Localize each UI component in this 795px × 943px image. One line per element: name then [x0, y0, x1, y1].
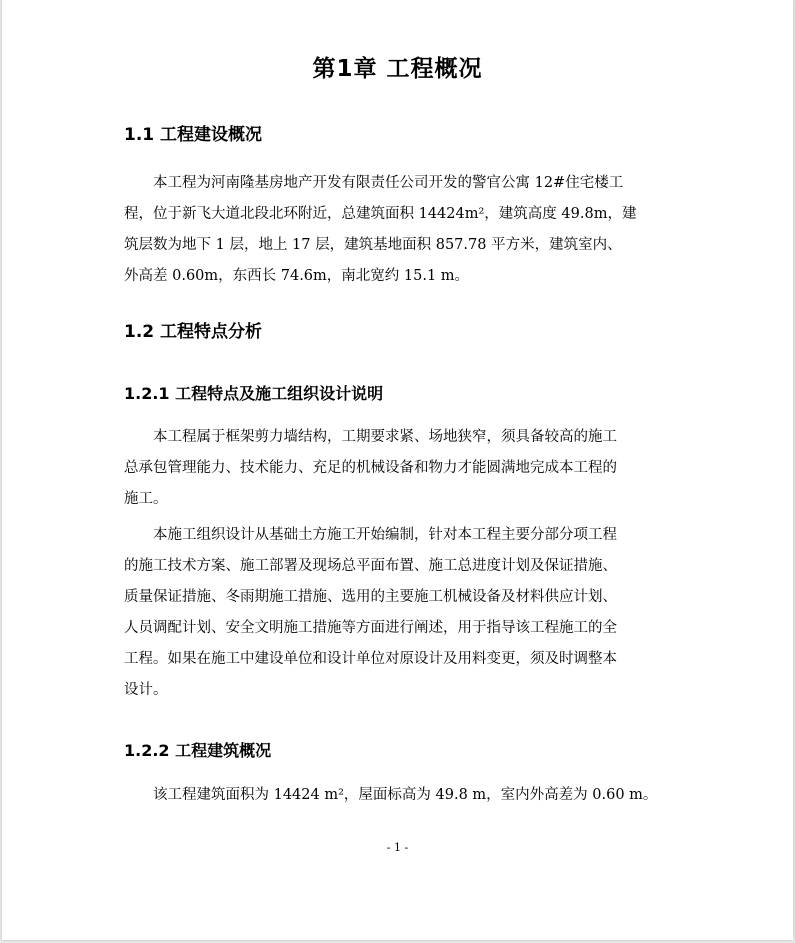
- section-heading-1-1: 1.1 工程建设概况: [124, 125, 263, 145]
- document-page: [2, 0, 793, 940]
- subsection-heading-1-2-2: 1.2.2 工程建筑概况: [124, 741, 272, 760]
- paragraph-line: 该工程建筑面积为 14424 m²，屋面标高为 49.8 m，室内外高差为 0.60 m。: [153, 787, 658, 803]
- paragraph-building-overview: [124, 780, 674, 811]
- paragraph-line: 本施工组织设计从基础土方施工开始编制，针对本工程主要分部分项工程: [153, 527, 617, 543]
- paragraph-design-scope: [124, 520, 674, 706]
- paragraph-line: 工程。如果在施工中建设单位和设计单位对原设计及用料变更，须及时调整本: [124, 651, 617, 667]
- paragraph-line: 程，位于新飞大道北段北环附近，总建筑面积 14424m²，建筑高度 49.8m，建: [124, 206, 637, 222]
- subsection-heading-1-2-1: 1.2.1 工程特点及施工组织设计说明: [124, 384, 384, 403]
- paragraph-line: 外高差 0.60m，东西长 74.6m，南北宽约 15.1 m。: [124, 268, 470, 284]
- paragraph-line: 总承包管理能力、技术能力、充足的机械设备和物力才能圆满地完成本工程的: [124, 460, 617, 476]
- paragraph-line: 的施工技术方案、施工部署及现场总平面布置、施工总进度计划及保证措施、: [124, 558, 617, 574]
- paragraph-line: 本工程为河南隆基房地产开发有限责任公司开发的警官公寓 12#住宅楼工: [153, 175, 624, 191]
- chapter-title: 第1章 工程概况: [312, 56, 483, 82]
- paragraph-line: 人员调配计划、安全文明施工措施等方面进行阐述，用于指导该工程施工的全: [124, 620, 617, 636]
- paragraph-project-features: [124, 422, 674, 515]
- page-number: - 1 -: [386, 841, 409, 854]
- paragraph-line: 施工。: [124, 491, 168, 507]
- paragraph-line: 筑层数为地下 1 层，地上 17 层，建筑基地面积 857.78 平方米，建筑室内、: [124, 237, 622, 253]
- paragraph-line: 本工程属于框架剪力墙结构，工期要求紧、场地狭窄，须具备较高的施工: [153, 429, 617, 445]
- paragraph-project-overview: [124, 168, 674, 292]
- section-heading-1-2: 1.2 工程特点分析: [124, 322, 263, 342]
- paragraph-line: 设计。: [124, 682, 168, 698]
- paragraph-line: 质量保证措施、冬雨期施工措施、选用的主要施工机械设备及材料供应计划、: [124, 589, 617, 605]
